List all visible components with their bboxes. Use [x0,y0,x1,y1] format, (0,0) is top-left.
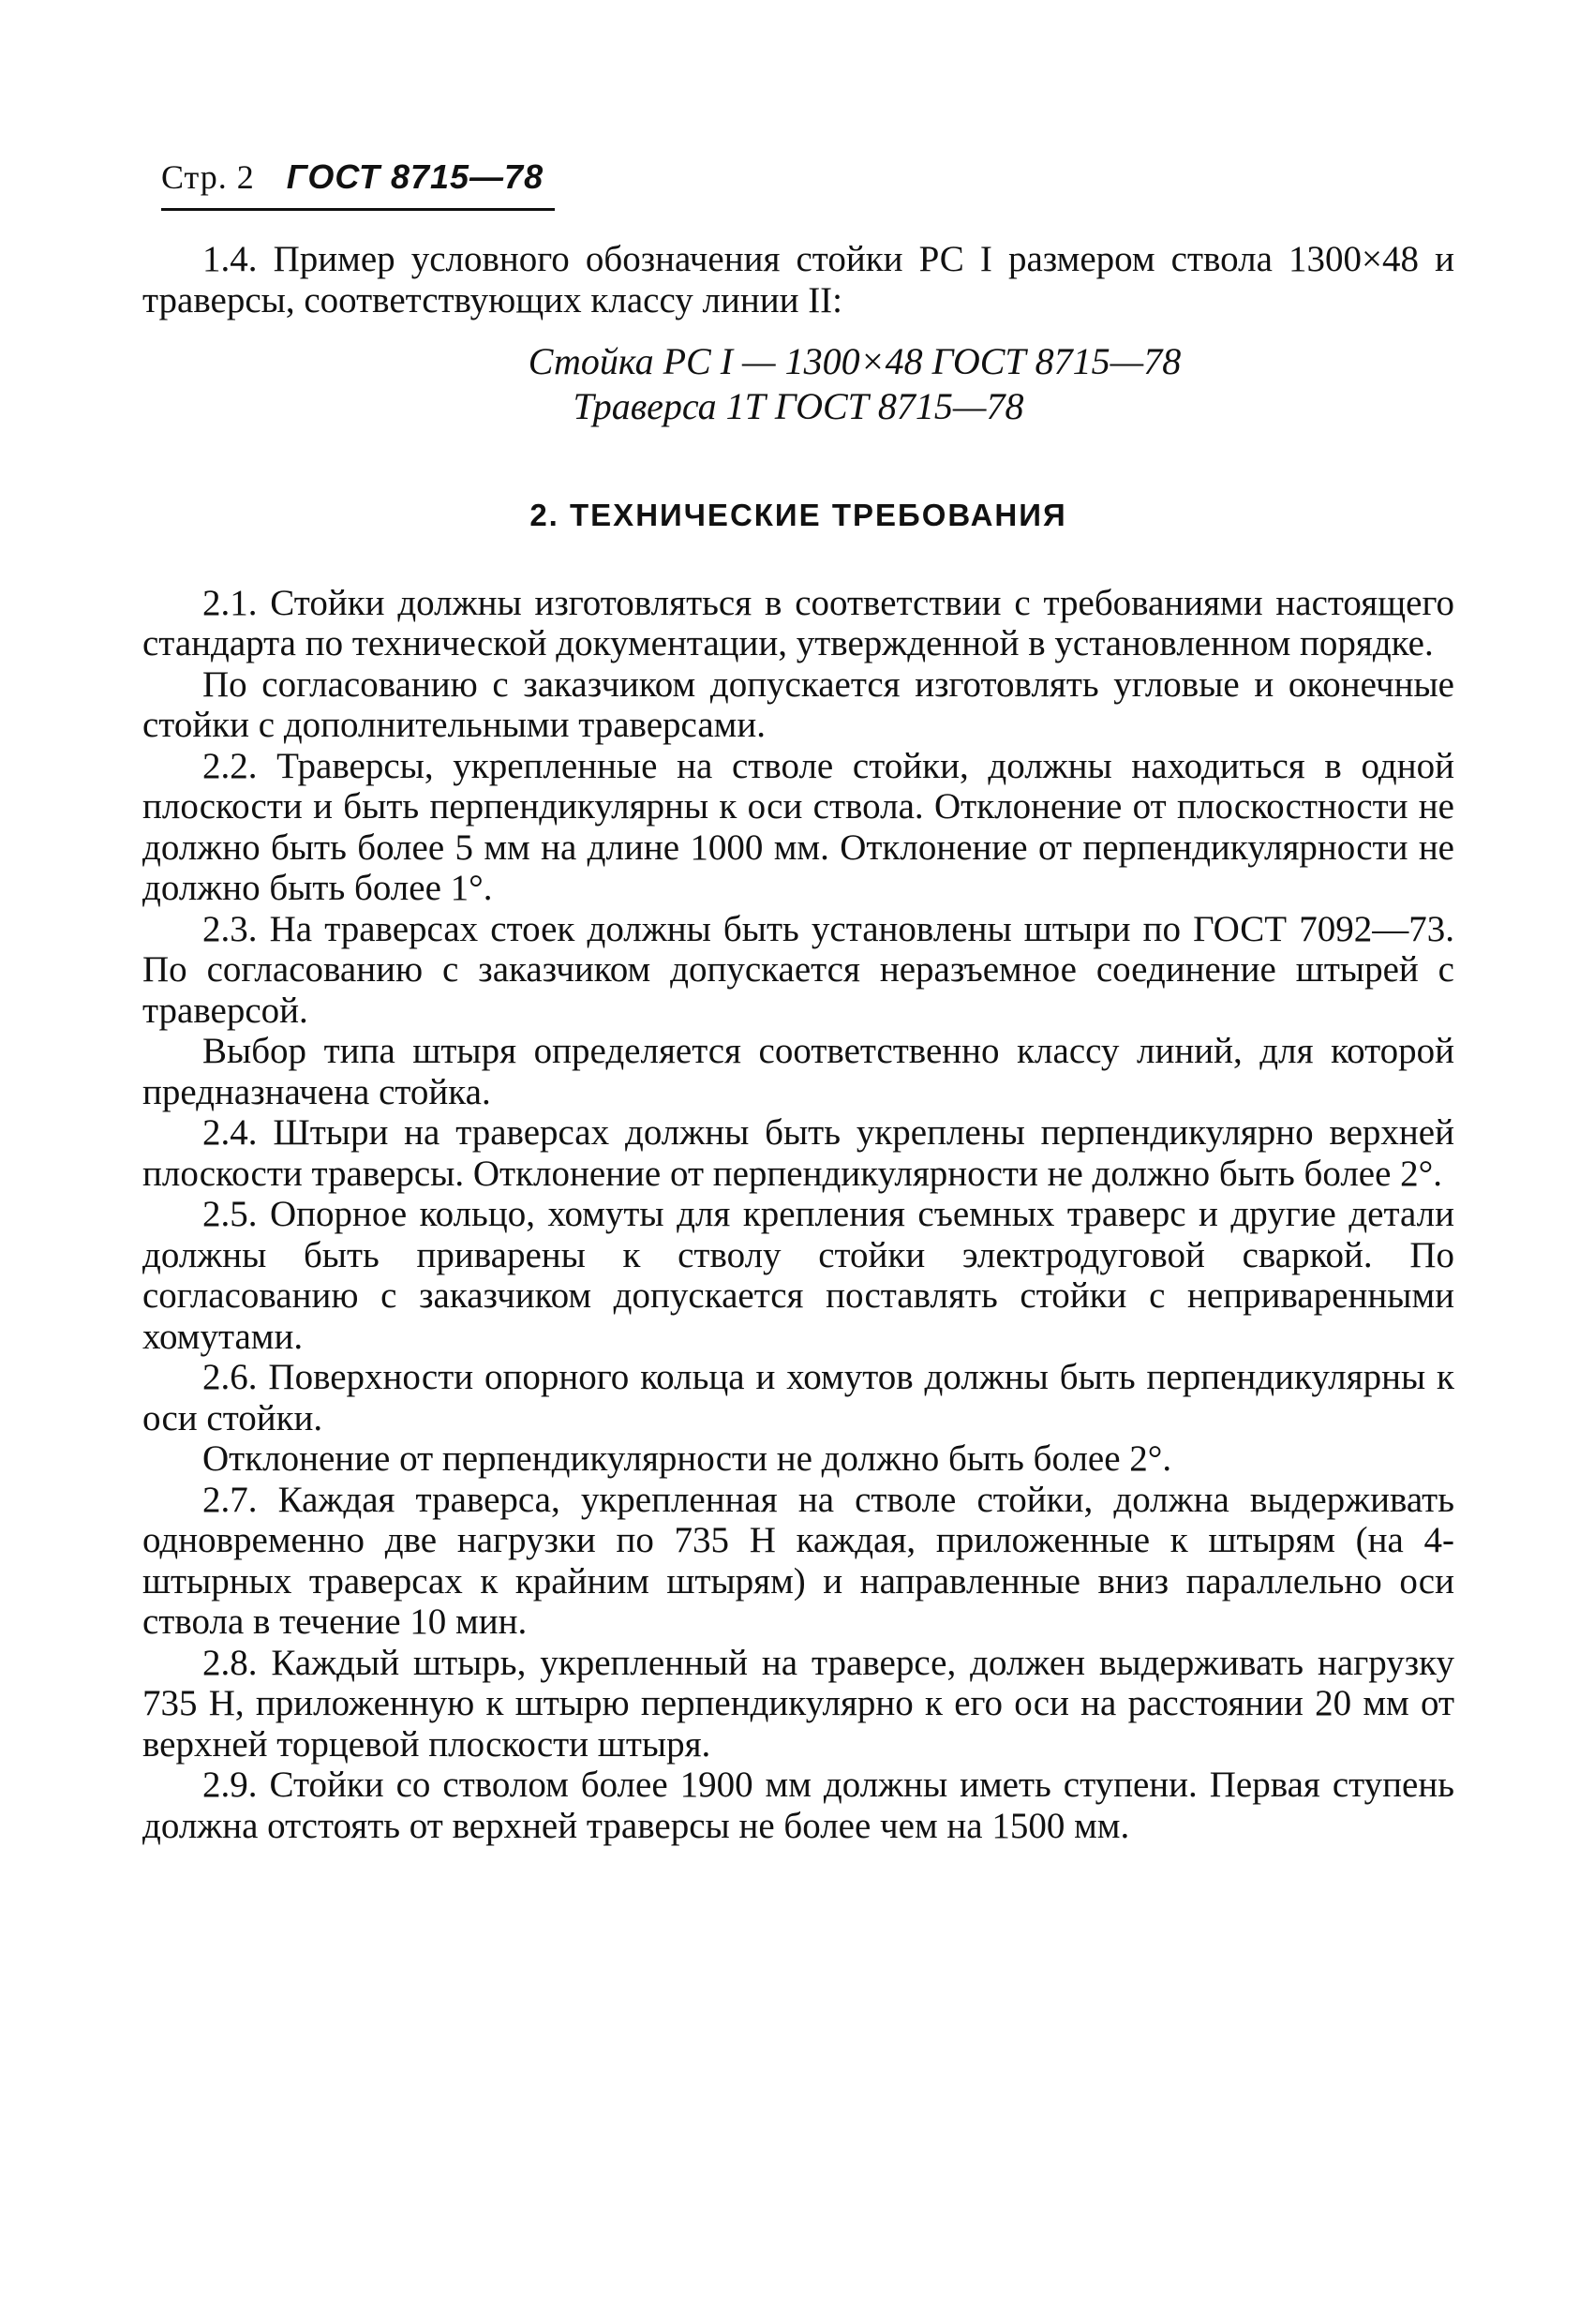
paragraph-2-7: 2.7. Каждая траверса, укрепленная на стволе стойки, должна выдерживать одновременно две нагрузки по 735 Н каждая, приложенные к штырям (на 4-штырных траверсах к крайним штырям) и направленные вниз параллельно оси ствола в течение 10 мин. [142,1479,1454,1642]
paragraph-2-4: 2.4. Штыри на траверсах должны быть укреплены перпендикулярно верхней плоскости траверсы. Отклонение от перпендикулярности не должно быть более 2°. [142,1112,1454,1194]
paragraph-2-2: 2.2. Траверсы, укрепленные на стволе стойки, должны находиться в одной плоскости и быть перпендикулярны к оси ствола. Отклонение от плоскостности не должно быть более 5 мм на длине 1000 мм. Отклонение от перпендикулярности не должно быть более 1°. [142,745,1454,908]
paragraph-2-3-note: Выбор типа штыря определяется соответственно классу линий, для которой предназначена стойка. [142,1031,1454,1112]
page-number: Стр. 2 [161,158,255,196]
paragraph-2-1: 2.1. Стойки должны изготовляться в соответствии с требованиями настоящего стандарта по технической документации, утвержденной в установленном порядке. [142,582,1454,663]
paragraph-2-8: 2.8. Каждый штырь, укрепленный на траверсе, должен выдерживать нагрузку 735 Н, приложенную к штырю перпендикулярно к его оси на расстоянии 20 мм от верхней торцевой плоскости штыря. [142,1642,1454,1765]
paragraph-2-3: 2.3. На траверсах стоек должны быть установлены штыри по ГОСТ 7092—73. По согласованию с заказчиком допускается неразъемное соединение штырей с траверсой. [142,908,1454,1031]
running-header [161,157,544,197]
section-heading: 2. ТЕХНИЧЕСКИЕ ТРЕБОВАНИЯ [529,498,1067,532]
standard-number: ГОСТ 8715—78 [286,157,544,196]
paragraph-2-6: 2.6. Поверхности опорного кольца и хомутов должны быть перпендикулярны к оси стойки. [142,1357,1454,1438]
paragraph-2-1-note: По согласованию с заказчиком допускается изготовлять угловые и оконечные стойки с дополнительными траверсами. [142,663,1454,745]
example-line-2: Траверса 1Т ГОСТ 8715—78 [573,385,1024,427]
example-line-1: Стойка РС I — 1300×48 ГОСТ 8715—78 [528,340,1182,382]
paragraph-2-9: 2.9. Стойки со стволом более 1900 мм должны иметь ступени. Первая ступень должна отстоять от верхней траверсы не более чем на 1500 мм. [142,1765,1454,1846]
paragraph-2-5: 2.5. Опорное кольцо, хомуты для крепления съемных траверс и другие детали должны быть приварены к стволу стойки электродуговой сваркой. По согласованию с заказчиком допускается поставлять стойки с неприваренными хомутами. [142,1194,1454,1357]
designation-example [142,339,1454,429]
body-text [142,239,1454,1846]
paragraph-1-4: 1.4. Пример условного обозначения стойки РС I размером ствола 1300×48 и траверсы, соответствующих классу линии II: [142,239,1454,320]
paragraph-2-6-note: Отклонение от перпендикулярности не должно быть более 2°. [202,1438,1172,1479]
header-rule [161,208,555,211]
